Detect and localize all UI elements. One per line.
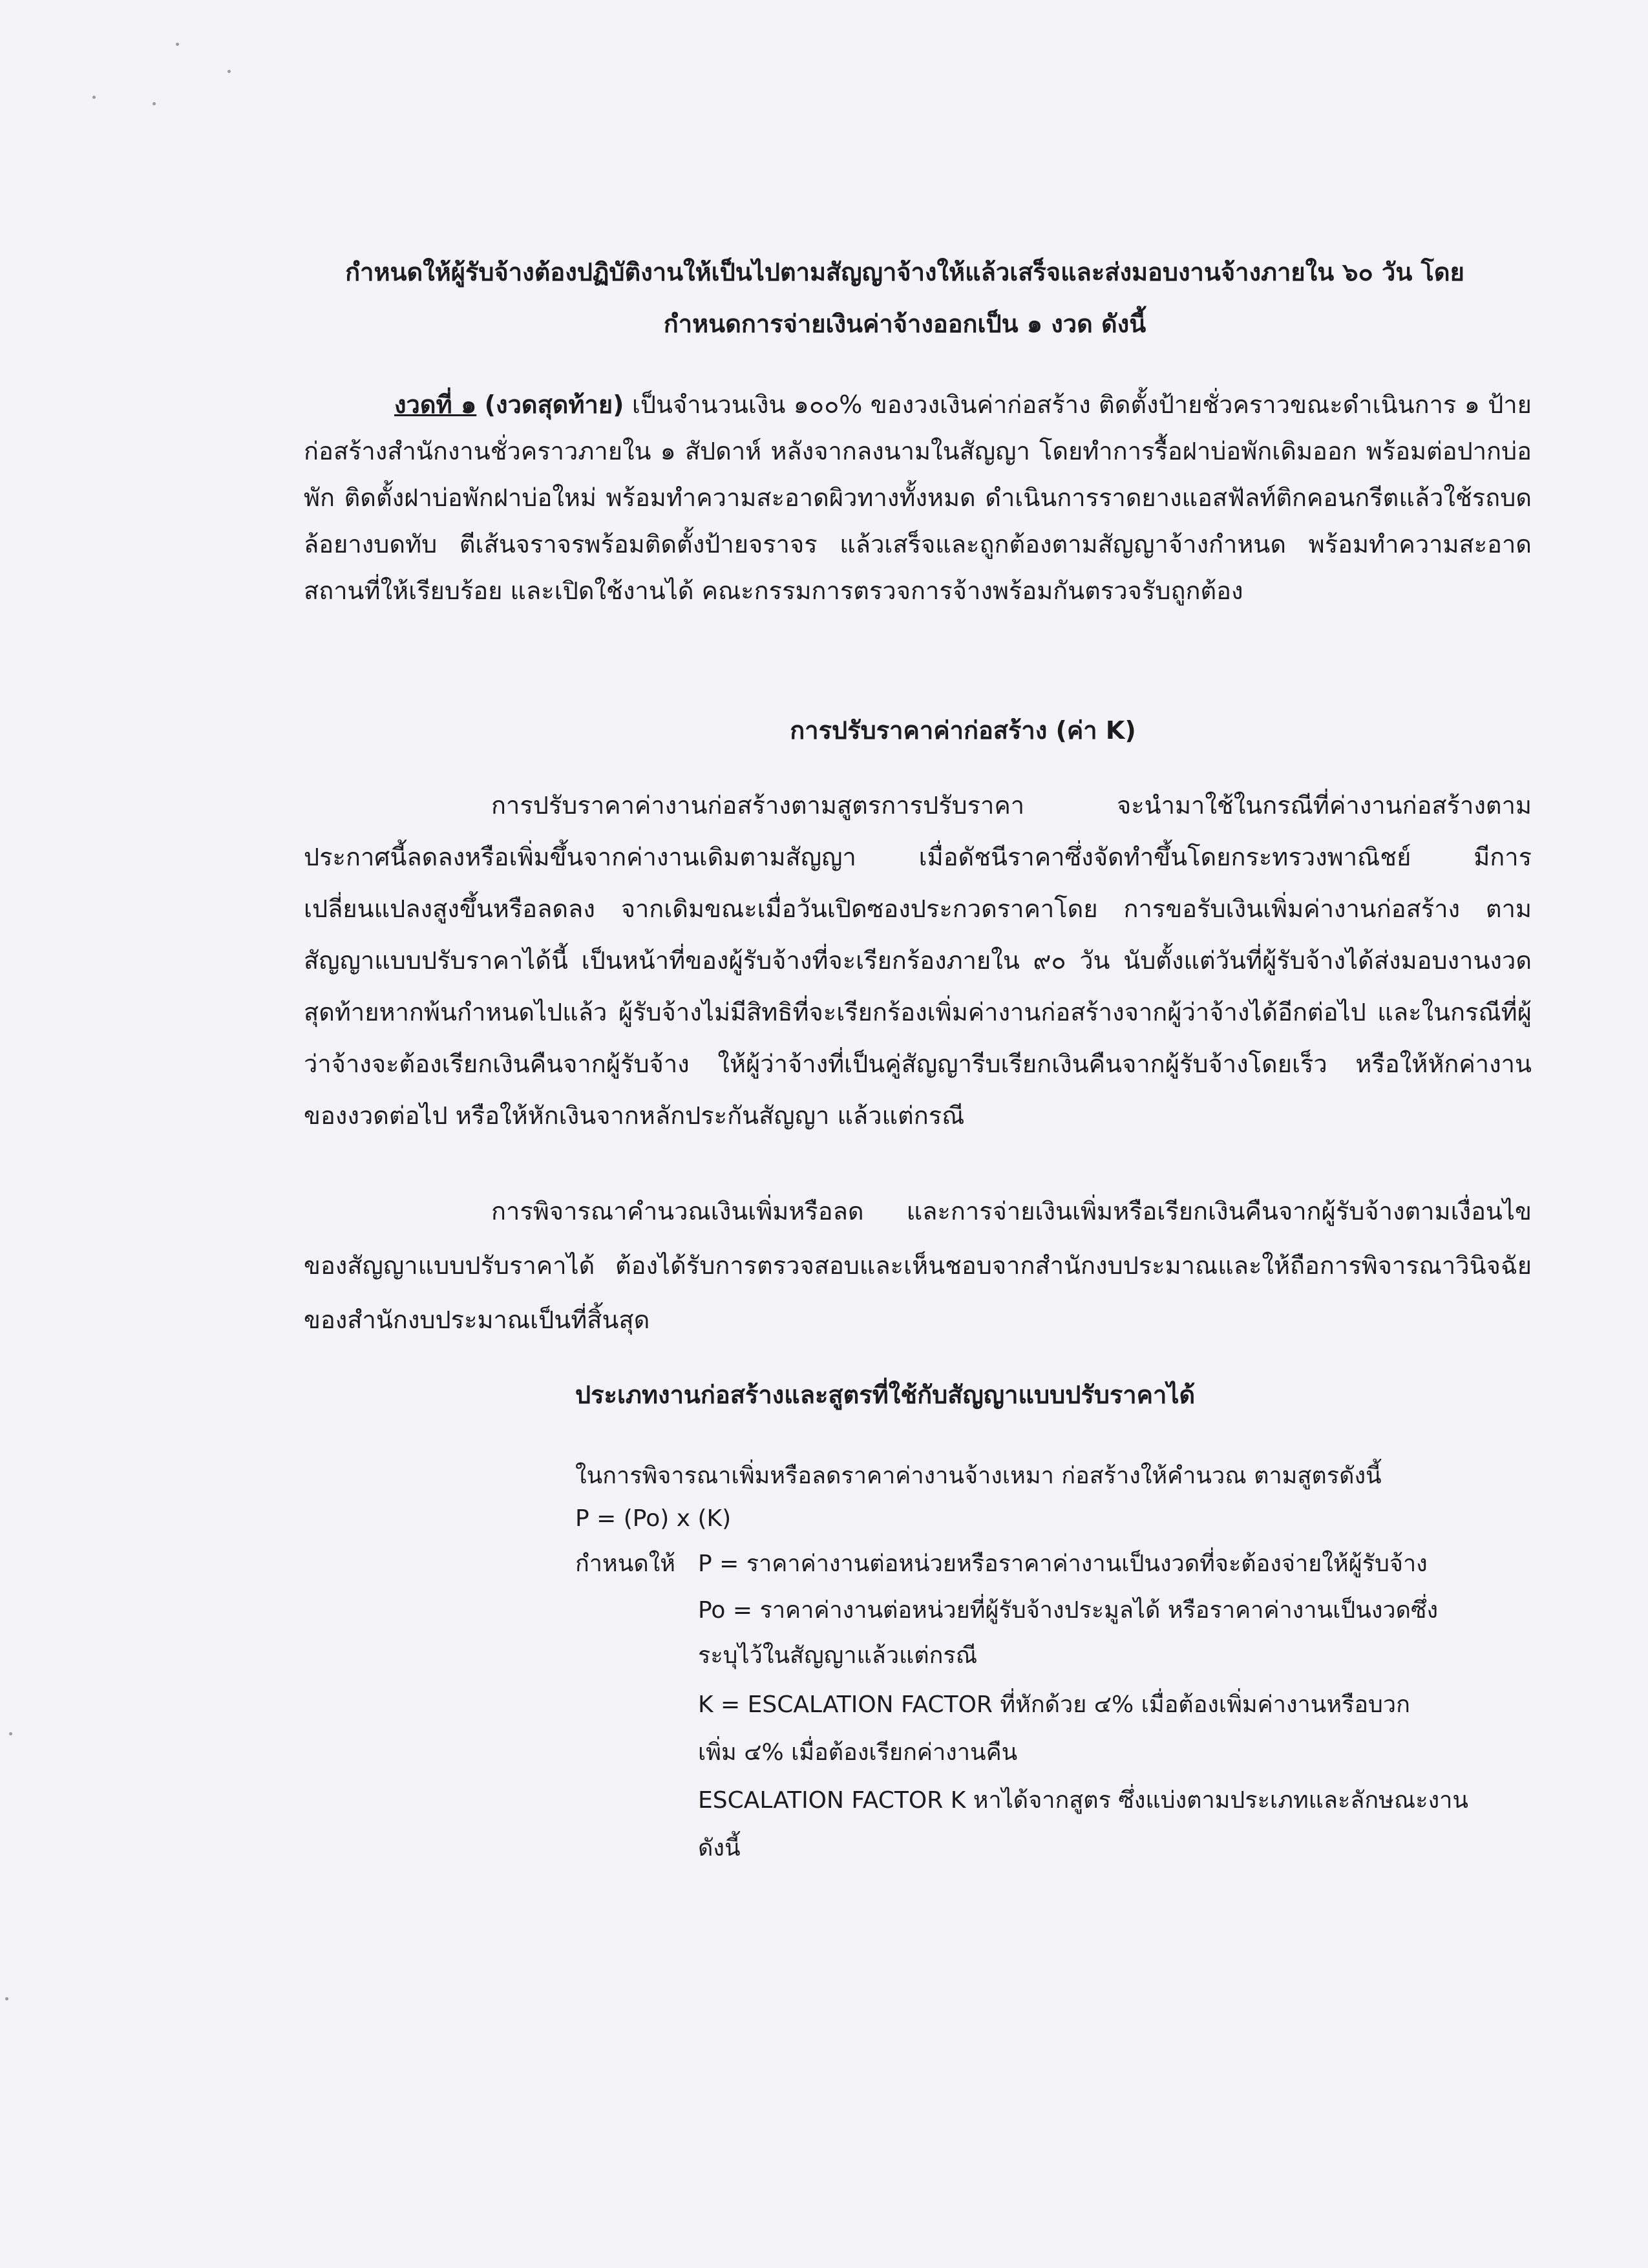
definition-po-1: Po = ราคาค่างานต่อหน่วยที่ผู้รับจ้างประมูลได้ หรือราคาค่างานเป็นงวดซึ่ง (698, 1597, 1439, 1624)
header-line-1: กำหนดให้ผู้รับจ้างต้องปฏิบัติงานให้เป็นไปตามสัญญาจ้างให้แล้วเสร็จและส่งมอบงานจ้างภายใน ๖๐ วัน โดย (345, 258, 1464, 286)
define-label: กำหนดให้ (575, 1551, 676, 1577)
installment-paragraph (304, 381, 1532, 614)
installment-label-suffix: (งวดสุดท้าย) (484, 390, 624, 419)
scan-speck (153, 102, 156, 105)
formula: P = (Po) x (K) (575, 1505, 732, 1532)
scan-speck (227, 70, 231, 73)
definition-k-2: เพิ่ม ๔% เมื่อต้องเรียกค่างานคืน (698, 1739, 1018, 1766)
definition-po-2: ระบุไว้ในสัญญาแล้วแต่กรณี (698, 1642, 978, 1669)
scan-speck (92, 96, 96, 99)
definition-escalation-2: ดังนี้ (698, 1835, 741, 1861)
definition-k-1: K = ESCALATION FACTOR ที่หักด้วย ๔% เมื่อต้องเพิ่มค่างานหรือบวก (698, 1691, 1410, 1718)
definition-escalation-1: ESCALATION FACTOR K หาได้จากสูตร ซึ่งแบ่งตามประเภทและลักษณะงาน (698, 1787, 1469, 1814)
k-section-paragraph-1: การปรับราคาค่างานก่อสร้างตามสูตรการปรับราคา จะนำมาใช้ในกรณีที่ค่างานก่อสร้างตามประกาศนี้ลดลงหรือเพิ่มขึ้นจากค่างานเดิมตามสัญญา เมื่อดัชนีราคาซึ่งจัดทำขึ้นโดยกระทรวงพาณิชย์ มีการเปลี่ยนแปลงสูงขึ้นหรือลดลง จากเดิมขณะเมื่อวันเปิดซองประกวดราคาโดย การขอรับเงินเพิ่มค่างานก่อสร้าง ตามสัญญาแบบปรับราคาได้นี้ เป็นหน้าที่ของผู้รับจ้างที่จะเรียกร้องภายใน ๙๐ วัน นับตั้งแต่วันที่ผู้รับจ้างได้ส่งมอบงานงวดสุดท้ายหากพ้นกำหนดไปแล้ว ผู้รับจ้างไม่มีสิทธิที่จะเรียกร้องเพิ่มค่างานก่อสร้างจากผู้ว่าจ้างได้อีกต่อไป และในกรณีที่ผู้ว่าจ้างจะต้องเรียกเงินคืนจากผู้รับจ้าง ให้ผู้ว่าจ้างที่เป็นคู่สัญญารีบเรียกเงินคืนจากผู้รับจ้างโดยเร็ว หรือให้หักค่างานของงวดต่อไป หรือให้หักเงินจากหลักประกันสัญญา แล้วแต่กรณี (304, 791, 1532, 1130)
scan-speck (9, 1732, 12, 1735)
header-line-2: กำหนดการจ่ายเงินค่าจ้างออกเป็น ๑ งวด ดังนี้ (663, 310, 1146, 338)
formula-section-title: ประเภทงานก่อสร้างและสูตรที่ใช้กับสัญญาแบบปรับราคาได้ (575, 1381, 1196, 1409)
k-section-title: การปรับราคาค่าก่อสร้าง (ค่า K) (790, 716, 1136, 745)
definition-p: P = ราคาค่างานต่อหน่วยหรือราคาค่างานเป็นงวดที่จะต้องจ่ายให้ผู้รับจ้าง (698, 1551, 1428, 1577)
k-section-paragraph-2: การพิจารณาคำนวณเงินเพิ่มหรือลด และการจ่ายเงินเพิ่มหรือเรียกเงินคืนจากผู้รับจ้างตามเงื่อนไขของสัญญาแบบปรับราคาได้ ต้องได้รับการตรวจสอบและเห็นชอบจากสำนักงบประมาณและให้ถือการพิจารณาวินิจฉัยของสำนักงบประมาณเป็นที่สิ้นสุด (304, 1197, 1532, 1334)
formula-intro: ในการพิจารณาเพิ่มหรือลดราคาค่างานจ้างเหมา ก่อสร้างให้คำนวณ ตามสูตรดังนี้ (575, 1463, 1382, 1489)
installment-text: เป็นจำนวนเงิน ๑๐๐% ของวงเงินค่าก่อสร้าง ติดตั้งป้ายชั่วคราวขณะดำเนินการ ๑ ป้าย ก่อสร้างสำนักงานชั่วคราวภายใน ๑ สัปดาห์ หลังจากลงนามในสัญญา โดยทำการรื้อฝาบ่อพักเดิมออก พร้อมต่อปากบ่อพัก ติดตั้งฝาบ่อพักฝาบ่อใหม่ พร้อมทำความสะอาดผิวทางทั้งหมด ดำเนินการราดยางแอสฟัลท์ติกคอนกรีตแล้วใช้รถบดล้อยางบดทับ ตีเส้นจราจรพร้อมติดตั้งป้ายจราจร แล้วเสร็จและถูกต้องตามสัญญาจ้างกำหนด พร้อมทำความสะอาดสถานที่ให้เรียบร้อย และเปิดใช้งานได้ คณะกรรมการตรวจการจ้างพร้อมกันตรวจรับถูกต้อง (304, 390, 1532, 605)
scan-speck (5, 1997, 8, 2000)
scan-speck (176, 43, 179, 46)
installment-label: งวดที่ ๑ (394, 390, 477, 419)
